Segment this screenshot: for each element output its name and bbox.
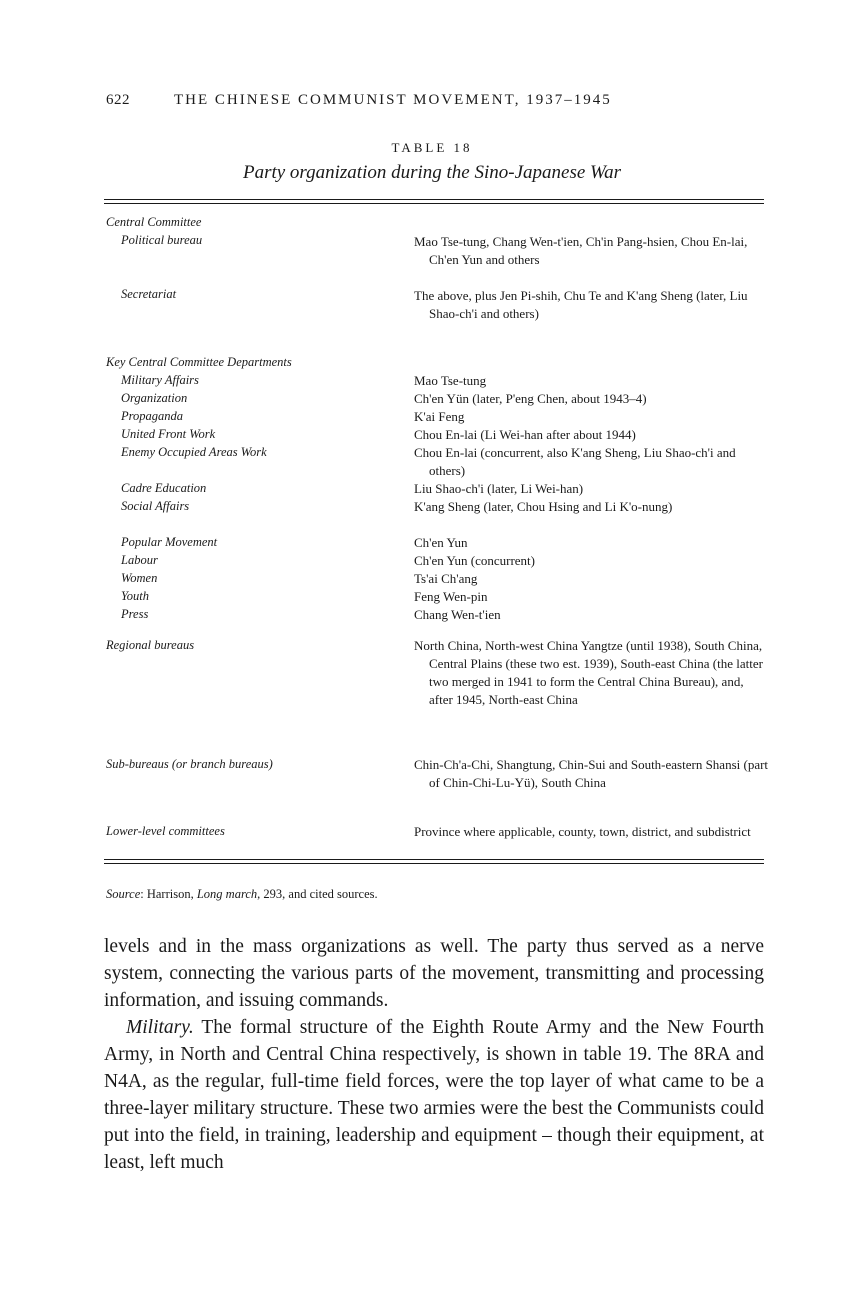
row-value-military-affairs: Mao Tse-tung xyxy=(414,373,487,388)
row-value-lower-level-committees: Province where applicable, county, town, district, and subdistrict xyxy=(414,824,751,839)
row-label-cadre-education: Cadre Education xyxy=(121,481,207,495)
row-value-social-affairs: K'ang Sheng (later, Chou Hsing and Li K'o-nung) xyxy=(414,499,673,514)
row-label-social-affairs: Social Affairs xyxy=(121,499,190,513)
row-value-regional-bureaus: North China, North-west China Yangtze (until 1938), South China, Central Plains (these two est. 1939), South-east China (the latter two merged in 1941 to form the Central China Bureau), and, after 1945, North-east China xyxy=(414,638,763,707)
body-paragraph-1: levels and in the mass organizations as well. The party thus served as a nerve system, connecting the various parts of the movement, transmitting and processing information, and issuing commands. xyxy=(104,936,764,1011)
table-source-note xyxy=(106,887,378,902)
table-top-rule-2 xyxy=(104,203,764,204)
row-label-secretariat: Secretariat xyxy=(121,287,177,301)
row-label-key-departments: Key Central Committee Departments xyxy=(106,355,292,369)
row-value-cadre-education: Liu Shao-ch'i (later, Li Wei-han) xyxy=(414,481,584,496)
row-label-organization: Organization xyxy=(121,391,188,405)
row-label-enemy-occupied-areas: Enemy Occupied Areas Work xyxy=(121,445,267,459)
row-label-political-bureau: Political bureau xyxy=(121,233,203,247)
row-label-lower-level-committees: Lower-level committees xyxy=(106,824,225,838)
source-label: Source xyxy=(106,887,141,901)
row-value-youth: Feng Wen-pin xyxy=(414,589,488,604)
body-paragraph-2 xyxy=(104,1014,764,1176)
paragraph-lead-military: Military. xyxy=(126,1017,194,1038)
row-label-youth: Youth xyxy=(121,589,150,603)
table-label: TABLE 18 xyxy=(391,140,473,155)
row-label-sub-bureaus: Sub-bureaus (or branch bureaus) xyxy=(106,757,273,771)
table-title: Party organization during the Sino-Japanese War xyxy=(242,162,622,183)
running-head xyxy=(106,92,766,109)
row-value-secretariat: The above, plus Jen Pi-shih, Chu Te and K'ang Sheng (later, Liu Shao-ch'i and others) xyxy=(414,288,748,321)
row-label-central-committee: Central Committee xyxy=(106,215,202,229)
row-label-press: Press xyxy=(121,607,149,621)
paragraph-2-text: The formal structure of the Eighth Route Army and the New Fourth Army, in North and Central China respectively, is shown in table 19. The 8RA and N4A, as the regular, full-time field forces, were the top layer of what came to be a three-layer military structure. These two armies were the best the Communists could put into the field, in training, leadership and equipment – though their equipment, at least, left much xyxy=(104,1017,764,1173)
row-value-political-bureau: Mao Tse-tung, Chang Wen-t'ien, Ch'in Pang-hsien, Chou En-lai, Ch'en Yun and others xyxy=(414,234,748,267)
row-label-united-front-work: United Front Work xyxy=(121,427,216,441)
row-value-propaganda: K'ai Feng xyxy=(414,409,465,424)
source-work-title: Long march xyxy=(196,887,258,901)
table-bottom-rule-1 xyxy=(104,859,764,860)
row-value-labour: Ch'en Yun (concurrent) xyxy=(414,553,535,568)
row-value-united-front-work: Chou En-lai (Li Wei-han after about 1944) xyxy=(414,427,636,442)
row-value-women: Ts'ai Ch'ang xyxy=(414,571,478,586)
running-title: THE CHINESE COMMUNIST MOVEMENT, 1937–1945 xyxy=(174,92,612,108)
row-label-labour: Labour xyxy=(121,553,158,567)
source-rest: , 293, and cited sources. xyxy=(257,887,378,901)
row-label-propaganda: Propaganda xyxy=(121,409,184,423)
row-value-enemy-occupied-areas: Chou En-lai (concurrent, also K'ang Sheng, Liu Shao-ch'i and others) xyxy=(414,445,736,478)
row-label-popular-movement: Popular Movement xyxy=(121,535,218,549)
page-number: 622 xyxy=(106,92,130,108)
row-label-military-affairs: Military Affairs xyxy=(121,373,199,387)
table-top-rule-1 xyxy=(104,199,764,200)
body-text xyxy=(104,933,764,1176)
row-value-organization: Ch'en Yün (later, P'eng Chen, about 1943–4) xyxy=(414,391,647,406)
row-value-press: Chang Wen-t'ien xyxy=(414,607,501,622)
table-bottom-rule-2 xyxy=(104,863,764,864)
row-label-regional-bureaus: Regional bureaus xyxy=(106,638,195,652)
row-value-sub-bureaus: Chin-Ch'a-Chi, Shangtung, Chin-Sui and South-eastern Shansi (part of Chin-Chi-Lu-Yü), South China xyxy=(414,757,769,790)
row-value-popular-movement: Ch'en Yun xyxy=(414,535,468,550)
row-label-women: Women xyxy=(121,571,158,585)
source-separator: : Harrison, xyxy=(140,887,197,901)
